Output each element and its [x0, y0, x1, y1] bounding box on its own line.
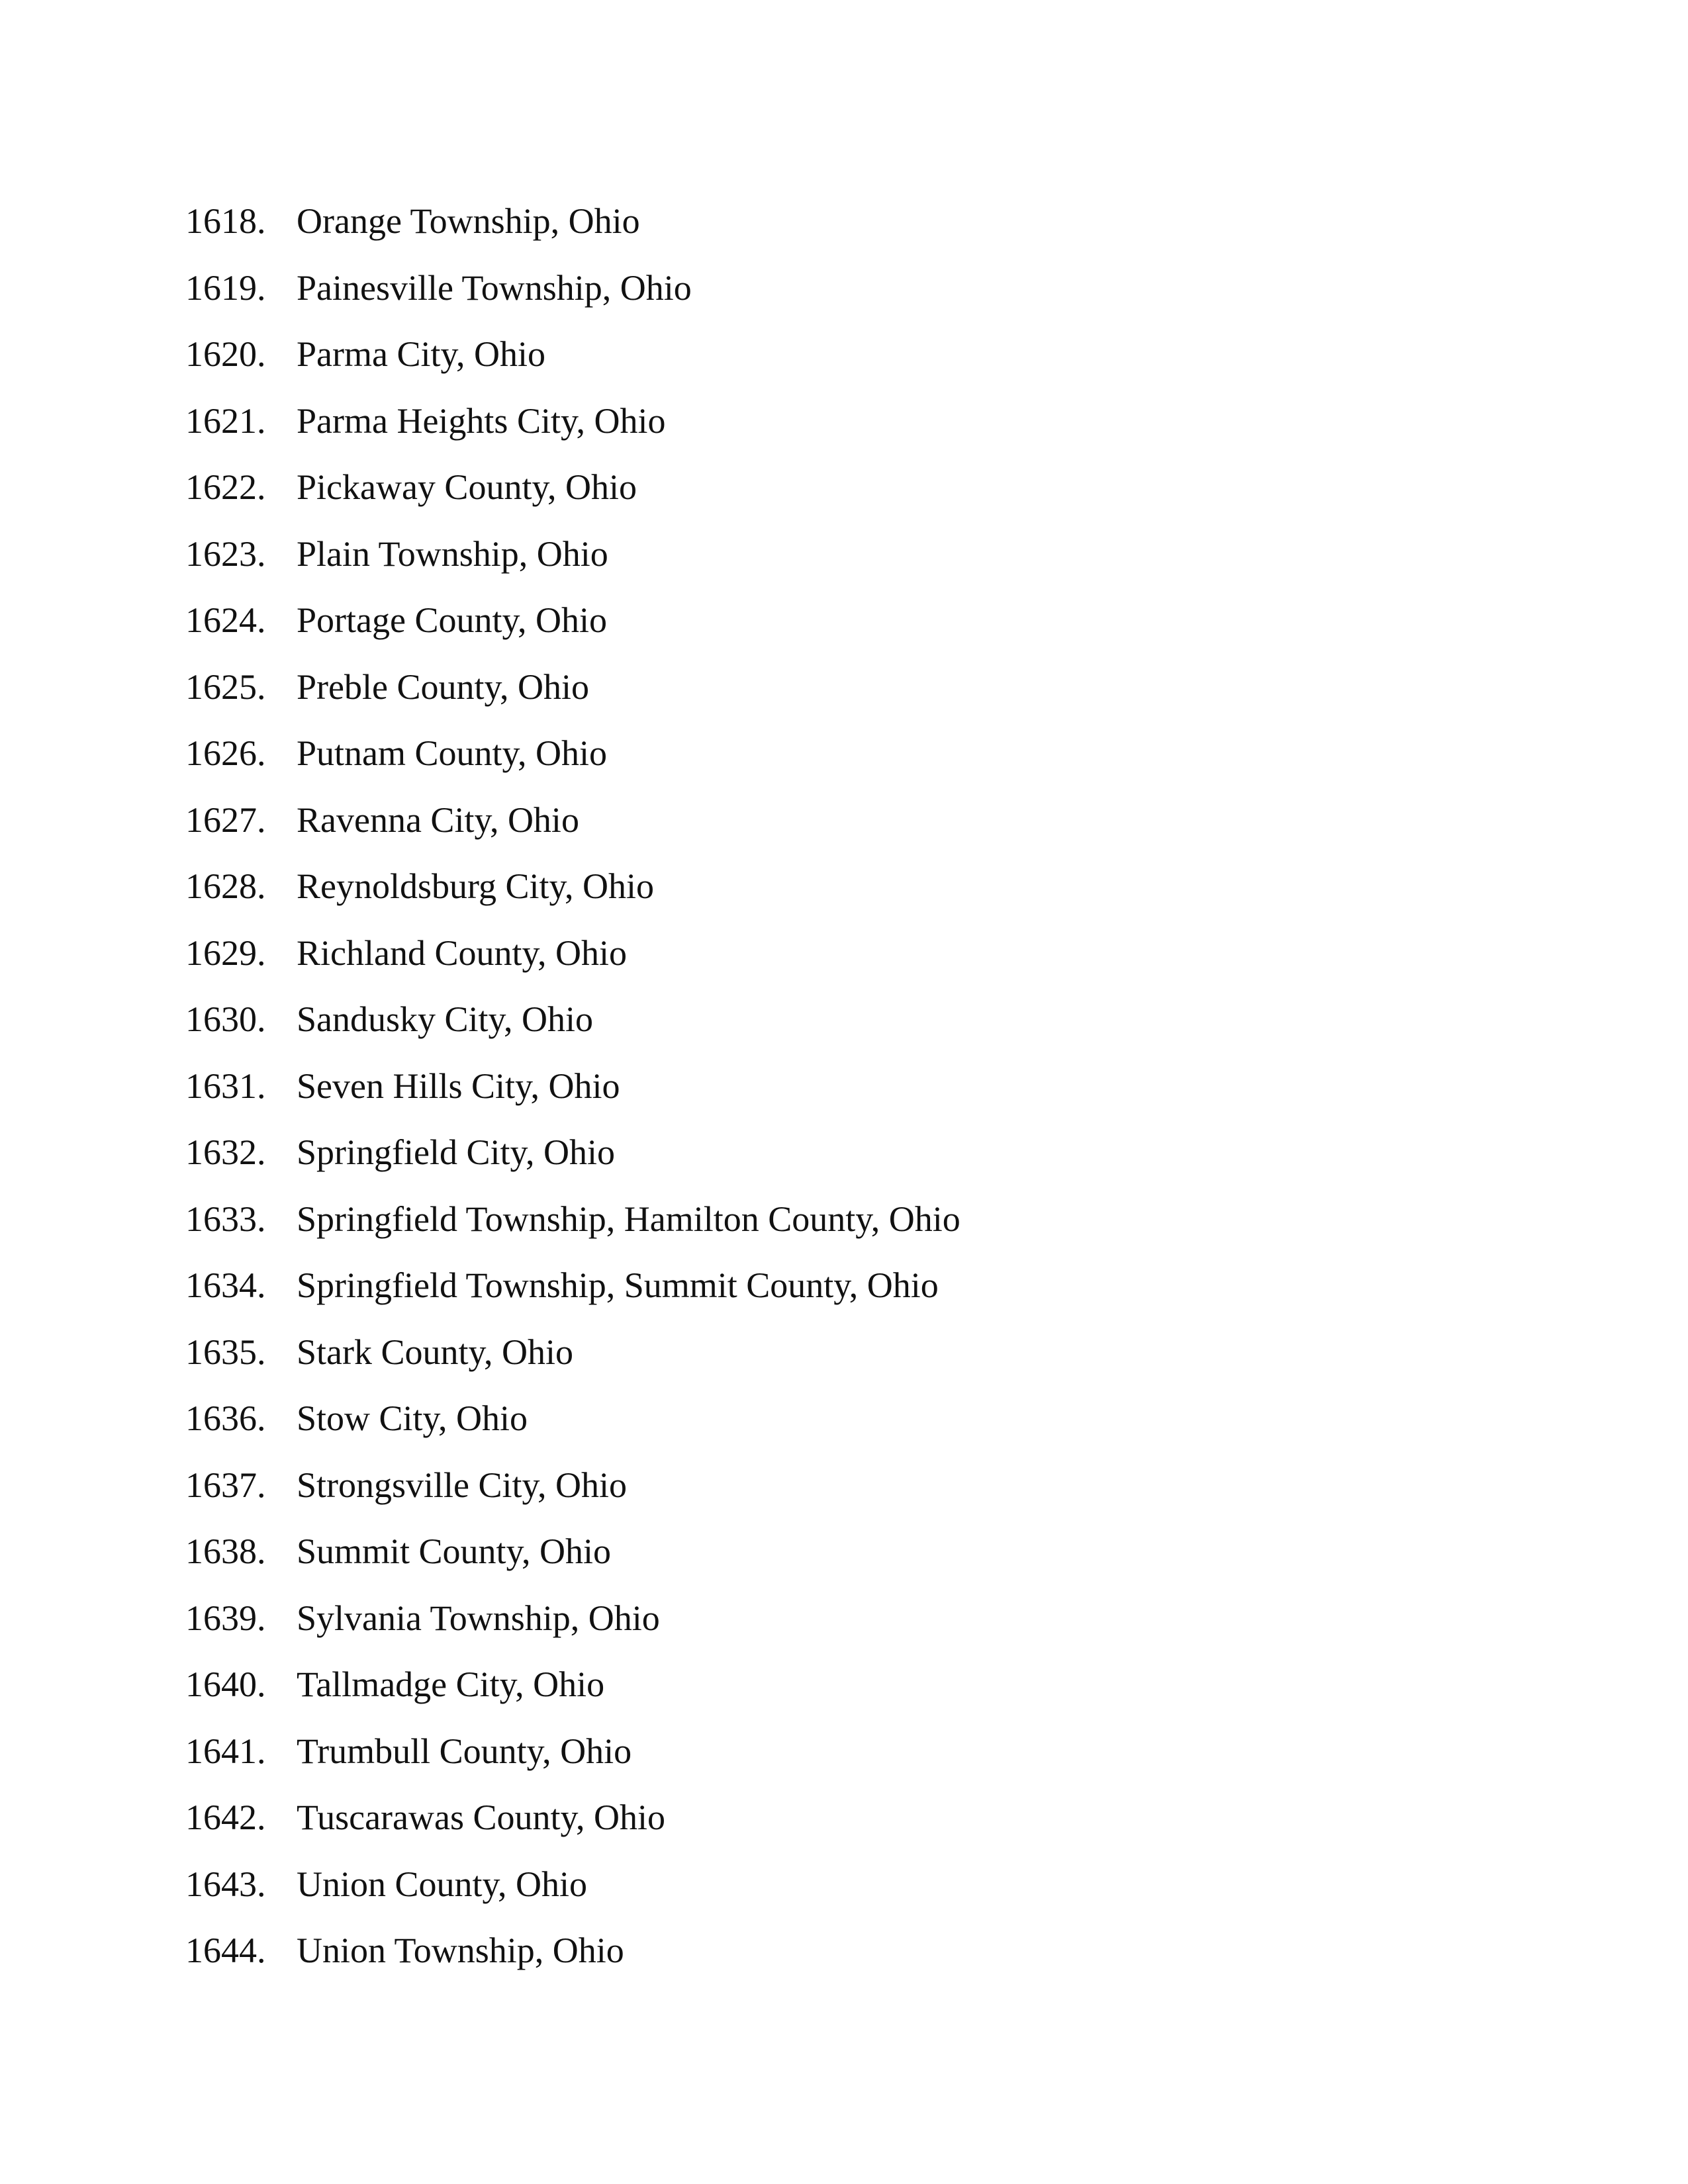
list-item	[185, 596, 961, 663]
item-number: 1628.	[185, 866, 266, 906]
list-item	[185, 1195, 961, 1262]
item-number: 1631.	[185, 1066, 266, 1106]
item-text: Portage County, Ohio	[297, 600, 607, 640]
list-item	[185, 929, 961, 996]
item-text: Seven Hills City, Ohio	[297, 1066, 620, 1106]
item-text: Union County, Ohio	[297, 1864, 588, 1904]
item-number: 1632.	[185, 1132, 266, 1172]
item-text: Richland County, Ohio	[297, 933, 627, 973]
list-item	[185, 1860, 961, 1927]
list-item	[185, 729, 961, 796]
item-number: 1621.	[185, 400, 266, 441]
item-text: Trumbull County, Ohio	[297, 1731, 632, 1771]
item-text: Springfield Township, Summit County, Ohio	[297, 1265, 939, 1305]
item-number: 1625.	[185, 666, 266, 707]
item-number: 1637.	[185, 1465, 266, 1505]
item-text: Preble County, Ohio	[297, 666, 589, 707]
list-item	[185, 663, 961, 730]
item-number: 1633.	[185, 1199, 266, 1239]
list-item	[185, 1661, 961, 1727]
item-number: 1626.	[185, 733, 266, 773]
list-item	[185, 1927, 961, 1993]
list-item	[185, 995, 961, 1062]
item-number: 1630.	[185, 999, 266, 1039]
item-text: Stow City, Ohio	[297, 1398, 528, 1438]
item-text: Orange Township, Ohio	[297, 201, 640, 241]
list-item	[185, 397, 961, 464]
item-number: 1639.	[185, 1598, 266, 1638]
item-number: 1624.	[185, 600, 266, 640]
item-number: 1642.	[185, 1797, 266, 1837]
list-item	[185, 530, 961, 597]
list-item	[185, 330, 961, 397]
item-text: Painesville Township, Ohio	[297, 267, 692, 308]
list-item	[185, 1461, 961, 1528]
item-number: 1622.	[185, 467, 266, 507]
item-number: 1618.	[185, 201, 266, 241]
item-text: Tuscarawas County, Ohio	[297, 1797, 665, 1837]
item-text: Springfield City, Ohio	[297, 1132, 615, 1172]
list-item	[185, 1794, 961, 1860]
item-text: Strongsville City, Ohio	[297, 1465, 628, 1505]
item-number: 1634.	[185, 1265, 266, 1305]
item-number: 1623.	[185, 533, 266, 574]
item-text: Putnam County, Ohio	[297, 733, 608, 773]
item-text: Ravenna City, Ohio	[297, 799, 579, 840]
item-number: 1635.	[185, 1332, 266, 1372]
list-item	[185, 862, 961, 929]
list-item	[185, 796, 961, 863]
item-number: 1627.	[185, 799, 266, 840]
item-text: Springfield Township, Hamilton County, Ohio	[297, 1199, 961, 1239]
item-text: Sandusky City, Ohio	[297, 999, 594, 1039]
item-number: 1643.	[185, 1864, 266, 1904]
list-item	[185, 1128, 961, 1195]
item-text: Sylvania Township, Ohio	[297, 1598, 660, 1638]
list-item	[185, 1594, 961, 1661]
item-text: Reynoldsburg City, Ohio	[297, 866, 655, 906]
item-number: 1640.	[185, 1664, 266, 1704]
list-item	[185, 1727, 961, 1794]
list-item	[185, 197, 961, 264]
item-text: Pickaway County, Ohio	[297, 467, 637, 507]
item-text: Parma Heights City, Ohio	[297, 400, 666, 441]
list-item	[185, 1062, 961, 1129]
list-item	[185, 1394, 961, 1461]
item-number: 1629.	[185, 933, 266, 973]
list-item	[185, 463, 961, 530]
item-number: 1638.	[185, 1531, 266, 1571]
item-text: Plain Township, Ohio	[297, 533, 608, 574]
list-item	[185, 1527, 961, 1594]
item-text: Parma City, Ohio	[297, 334, 545, 374]
item-text: Tallmadge City, Ohio	[297, 1664, 605, 1704]
item-number: 1636.	[185, 1398, 266, 1438]
item-number: 1620.	[185, 334, 266, 374]
item-text: Stark County, Ohio	[297, 1332, 573, 1372]
numbered-list	[185, 197, 961, 1993]
list-item	[185, 1328, 961, 1395]
list-item	[185, 1261, 961, 1328]
item-text: Summit County, Ohio	[297, 1531, 612, 1571]
list-item	[185, 264, 961, 331]
item-number: 1619.	[185, 267, 266, 308]
item-number: 1644.	[185, 1931, 266, 1970]
item-number: 1641.	[185, 1731, 266, 1771]
item-text: Union Township, Ohio	[297, 1931, 624, 1970]
